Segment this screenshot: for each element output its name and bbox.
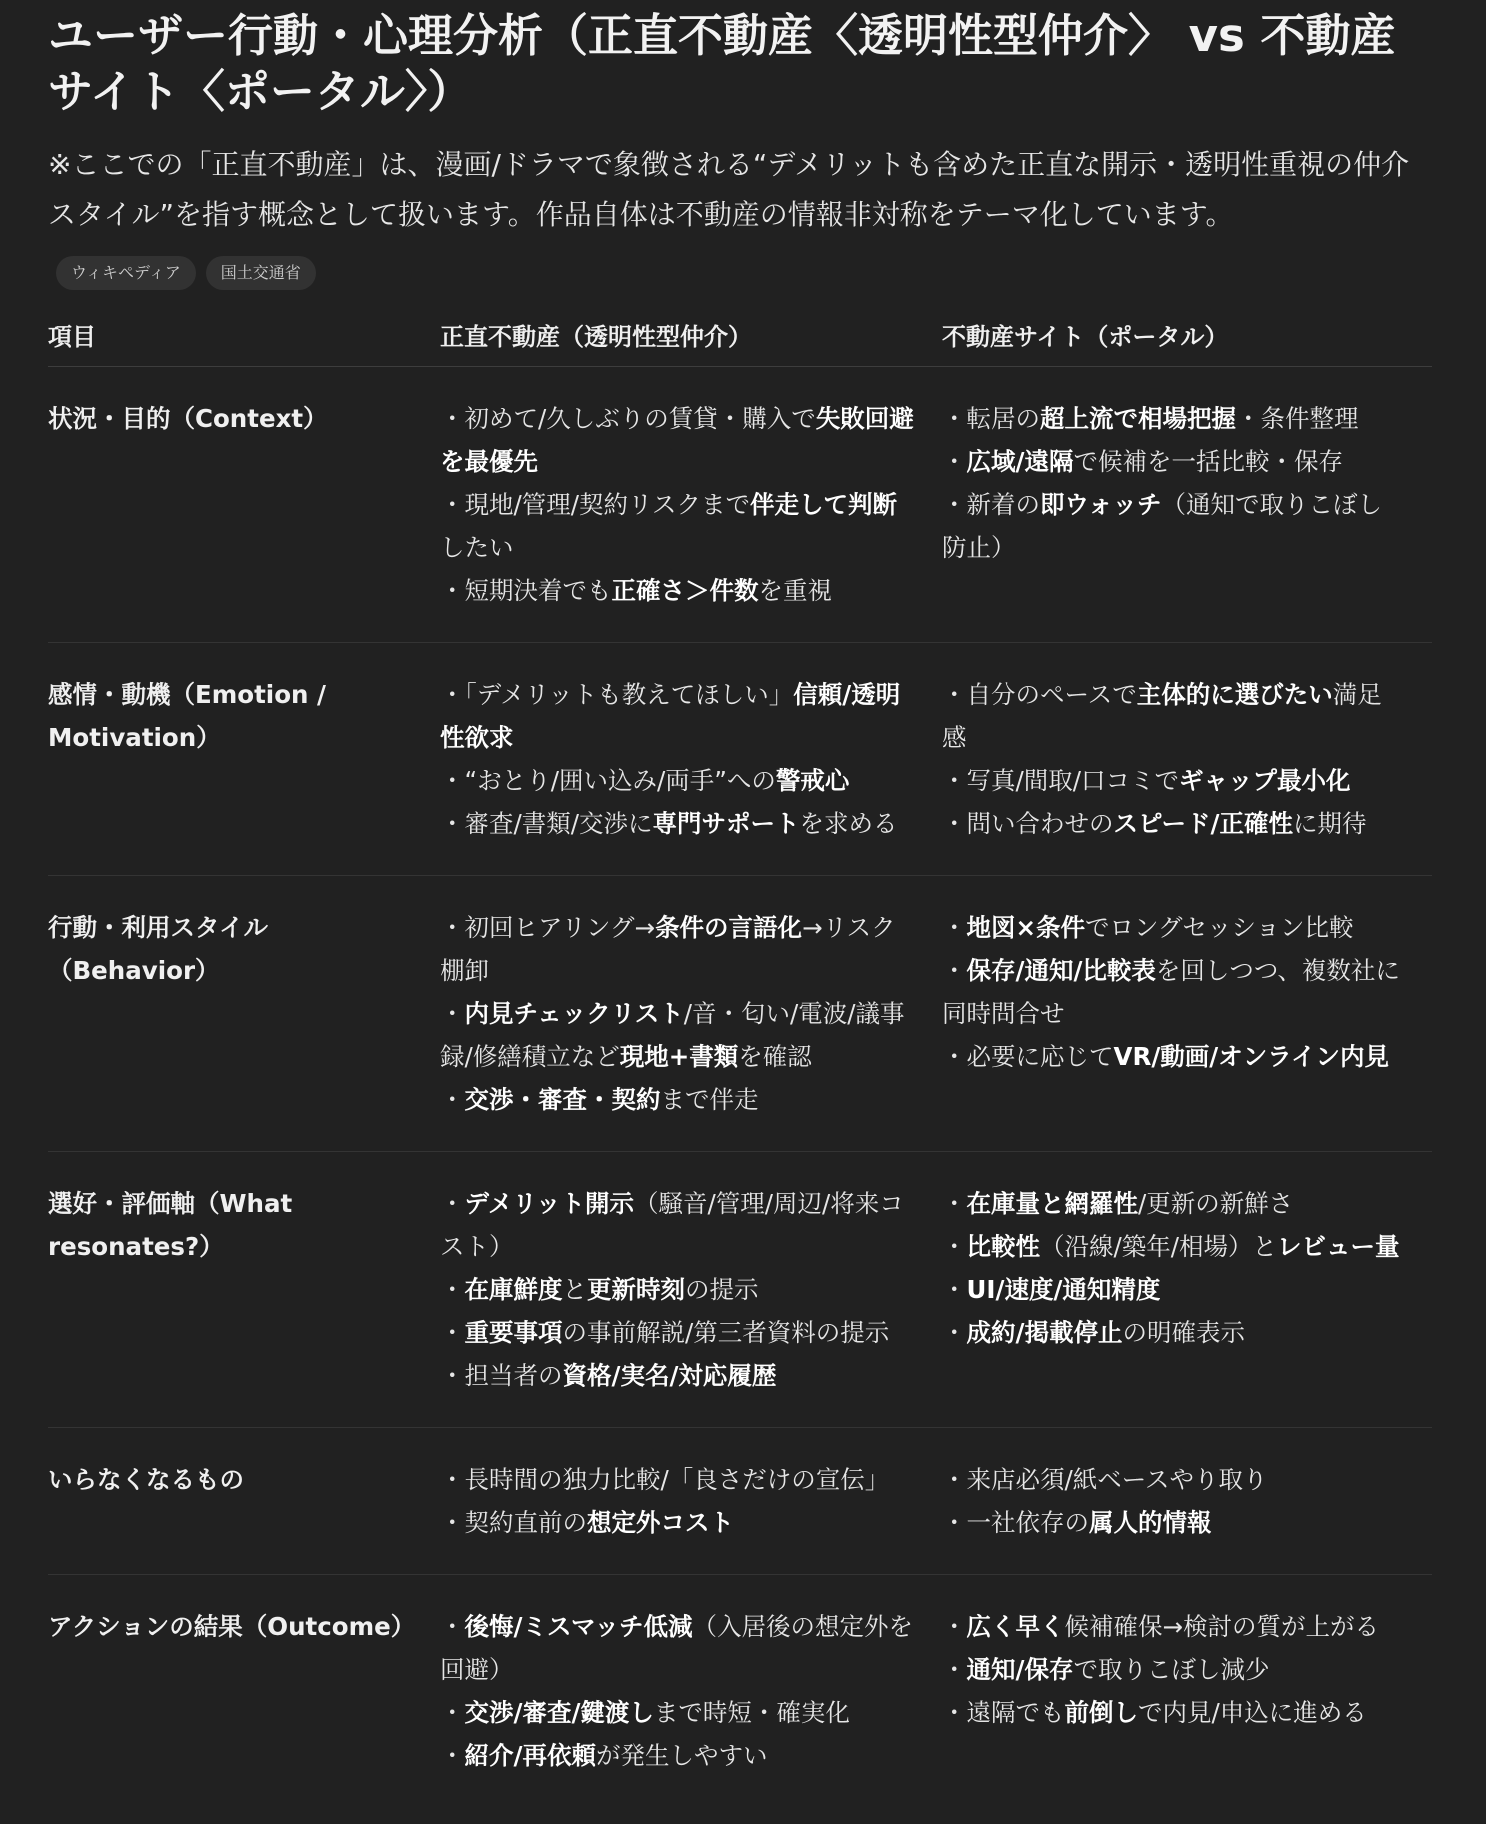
- bullet-line: [440, 1354, 916, 1397]
- cell-honest-realestate: [440, 1151, 942, 1427]
- bullet-line: [942, 1182, 1406, 1225]
- text-segment: ・来店必須/紙ベースやり取り: [942, 1464, 1268, 1494]
- bullet-line: [942, 483, 1406, 569]
- text-segment: ・現地/管理/契約リスクまで: [440, 489, 751, 519]
- text-segment: ・“おとり/囲い込み/両手”への: [440, 765, 776, 795]
- bullet-line: [942, 906, 1406, 949]
- text-segment: /音・匂い/電波/議事録/修繕積立など: [440, 998, 905, 1071]
- comparison-table: [48, 304, 1432, 1807]
- text-segment: ・: [440, 1188, 465, 1218]
- bullet-line: [942, 1605, 1406, 1648]
- source-chip-mlit[interactable]: 国土交通省: [206, 256, 316, 290]
- bullet-line: [942, 1311, 1406, 1354]
- text-segment: ・写真/間取/口コミで: [942, 765, 1180, 795]
- table-body: [48, 366, 1432, 1807]
- text-segment: ・: [942, 1231, 967, 1261]
- text-segment: →リスク棚卸: [440, 912, 896, 985]
- bullet-line: [440, 1078, 916, 1121]
- cell-honest-realestate: [440, 642, 942, 875]
- emphasis-text: 後悔/ミスマッチ低減: [464, 1611, 693, 1641]
- emphasis-text: 想定外コスト: [587, 1507, 734, 1537]
- header-item: 項目: [48, 304, 440, 366]
- emphasis-text: 伴走して判断: [750, 489, 898, 519]
- bullet-line: [942, 1501, 1406, 1544]
- bullet-line: [440, 397, 916, 483]
- text-segment: ・: [942, 955, 967, 985]
- text-segment: ・転居の: [942, 403, 1040, 433]
- cell-honest-realestate: [440, 1574, 942, 1807]
- row-item-label: 感情・動機（Emotion / Motivation）: [48, 642, 440, 875]
- bullet-line: [942, 397, 1406, 440]
- emphasis-text: 通知/保存: [966, 1654, 1074, 1684]
- row-item-label: 行動・利用スタイル（Behavior）: [48, 875, 440, 1151]
- text-segment: ・新着の: [942, 489, 1040, 519]
- cell-honest-realestate: [440, 875, 942, 1151]
- bullet-line: [440, 1182, 916, 1268]
- bullet-line: [942, 1648, 1406, 1691]
- emphasis-text: 信頼/透明性欲求: [440, 679, 901, 752]
- bullet-line: [440, 1605, 916, 1691]
- bullet-line: [942, 1268, 1406, 1311]
- text-segment: で内見/申込に進める: [1138, 1697, 1367, 1727]
- table-row: [48, 642, 1432, 875]
- text-segment: （沿線/築年/相場）と: [1040, 1231, 1278, 1261]
- bullet-line: [440, 1691, 916, 1734]
- emphasis-text: 成約/掲載停止: [966, 1317, 1123, 1347]
- text-segment: ・: [440, 1084, 465, 1114]
- content-area: [48, 0, 1432, 1807]
- table-header: [48, 304, 1432, 366]
- bullet-line: [440, 759, 916, 802]
- text-segment: ・問い合わせの: [942, 808, 1114, 838]
- emphasis-text: VR/動画/オンライン内見: [1113, 1041, 1389, 1071]
- emphasis-text: レビュー量: [1277, 1231, 1400, 1261]
- header-honest-realestate: 正直不動産（透明性型仲介）: [440, 304, 942, 366]
- emphasis-text: スピード/正確性: [1113, 808, 1293, 838]
- row-item-label: 選好・評価軸（What resonates?）: [48, 1151, 440, 1427]
- emphasis-text: 即ウォッチ: [1040, 489, 1162, 519]
- text-segment: まで時短・確実化: [653, 1697, 850, 1727]
- concept-note: ※ここでの「正直不動産」は、漫画/ドラマで象徴される“デメリットも含めた正直な開示・透明性重視の仲介スタイル”を指す概念として扱います。作品自体は不動産の情報非対称をテーマ化しています。: [48, 148, 1410, 231]
- emphasis-text: 重要事項: [464, 1317, 563, 1347]
- bullet-line: [942, 440, 1406, 483]
- text-segment: （入居後の想定外を回避）: [440, 1611, 913, 1684]
- emphasis-text: 主体的に選びたい: [1136, 679, 1333, 709]
- text-segment: ・短期決着でも: [440, 575, 612, 605]
- bullet-line: [942, 1458, 1406, 1501]
- text-segment: ・初めて/久しぶりの賃貸・購入で: [440, 403, 816, 433]
- table-row: [48, 1574, 1432, 1807]
- text-segment: ・必要に応じて: [942, 1041, 1114, 1071]
- text-segment: ・: [942, 1274, 967, 1304]
- emphasis-text: 交渉・審査・契約: [464, 1084, 661, 1114]
- text-segment: /更新の新鮮さ: [1138, 1188, 1294, 1218]
- text-segment: ・: [440, 1740, 465, 1770]
- bullet-line: [440, 992, 916, 1078]
- emphasis-text: 交渉/審査/鍵渡し: [464, 1697, 654, 1727]
- emphasis-text: 前倒し: [1064, 1697, 1138, 1727]
- emphasis-text: 保存/通知/比較表: [966, 955, 1156, 985]
- emphasis-text: 超上流で相場把握: [1040, 403, 1236, 433]
- source-chip-wikipedia[interactable]: ウィキペディア: [56, 256, 196, 290]
- bullet-line: [942, 759, 1406, 802]
- bullet-line: [440, 569, 916, 612]
- cell-portal-site: [942, 1574, 1432, 1807]
- bullet-line: [440, 1458, 916, 1501]
- emphasis-text: 正確さ＞件数: [611, 575, 759, 605]
- text-segment: ・: [440, 1611, 465, 1641]
- emphasis-text: 属人的情報: [1089, 1507, 1212, 1537]
- cell-honest-realestate: [440, 366, 942, 642]
- bullet-line: [440, 673, 916, 759]
- text-segment: ・: [942, 1188, 967, 1218]
- emphasis-text: 在庫量と網羅性: [966, 1188, 1138, 1218]
- bullet-line: [942, 1225, 1406, 1268]
- cell-portal-site: [942, 1151, 1432, 1427]
- text-segment: ・一社依存の: [942, 1507, 1089, 1537]
- emphasis-text: 紹介/再依頼: [464, 1740, 596, 1770]
- text-segment: ・担当者の: [440, 1360, 563, 1390]
- text-segment: まで伴走: [660, 1084, 759, 1114]
- text-segment: ・: [942, 1611, 967, 1641]
- text-segment: を確認: [738, 1041, 812, 1071]
- bullet-line: [942, 949, 1406, 1035]
- bullet-line: [440, 802, 916, 845]
- emphasis-text: 地図×条件: [966, 912, 1086, 942]
- text-segment: 候補確保→検討の質が上がる: [1064, 1611, 1380, 1641]
- text-segment: でロングセッション比較: [1085, 912, 1354, 942]
- text-segment: ・: [440, 998, 465, 1028]
- row-item-label: 状況・目的（Context）: [48, 366, 440, 642]
- emphasis-text: 警戒心: [775, 765, 850, 795]
- text-segment: ・条件整理: [1236, 403, 1359, 433]
- text-segment: の提示: [685, 1274, 759, 1304]
- emphasis-text: 比較性: [966, 1231, 1040, 1261]
- cell-portal-site: [942, 1427, 1432, 1574]
- bullet-line: [942, 1035, 1406, 1078]
- bullet-line: [942, 1691, 1406, 1734]
- table-row: [48, 875, 1432, 1151]
- emphasis-text: 条件の言語化: [655, 912, 803, 942]
- emphasis-text: 内見チェックリスト: [464, 998, 684, 1028]
- text-segment: ・長時間の独力比較/「良さだけの宣伝」: [440, 1464, 890, 1494]
- text-segment: ・契約直前の: [440, 1507, 587, 1537]
- text-segment: で候補を一括比較・保存: [1073, 446, 1343, 476]
- text-segment: （騒音/管理/周辺/将来コスト）: [440, 1188, 904, 1261]
- emphasis-text: デメリット開示: [464, 1188, 635, 1218]
- text-segment: ・: [440, 1274, 465, 1304]
- bullet-line: [440, 906, 916, 992]
- text-segment: で取りこぼし減少: [1073, 1654, 1270, 1684]
- text-segment: ・初回ヒアリング→: [440, 912, 656, 942]
- text-segment: 満足感: [942, 679, 1382, 752]
- text-segment: ・: [440, 1697, 465, 1727]
- bullet-line: [440, 1501, 916, 1544]
- text-segment: が発生しやすい: [595, 1740, 768, 1770]
- text-segment: （通知で取りこぼし防止）: [942, 489, 1383, 562]
- source-chips: [48, 256, 1432, 290]
- text-segment: ・遠隔でも: [942, 1697, 1065, 1727]
- row-item-label: アクションの結果（Outcome）: [48, 1611, 416, 1641]
- text-segment: ・審査/書類/交渉に: [440, 808, 653, 838]
- emphasis-text: 更新時刻: [587, 1274, 685, 1304]
- cell-portal-site: [942, 642, 1432, 875]
- emphasis-text: UI/速度/通知精度: [966, 1274, 1161, 1304]
- bullet-line: [440, 1734, 916, 1777]
- text-segment: を重視: [758, 575, 832, 605]
- text-segment: ・: [942, 912, 967, 942]
- header-portal-site: 不動産サイト（ポータル）: [942, 304, 1432, 366]
- emphasis-text: ギャップ最小化: [1179, 765, 1351, 795]
- cell-portal-site: [942, 875, 1432, 1151]
- text-segment: ・: [440, 1317, 465, 1347]
- emphasis-text: 資格/実名/対応履歴: [562, 1360, 777, 1390]
- text-segment: に期待: [1292, 808, 1367, 838]
- table-row: [48, 1151, 1432, 1427]
- emphasis-text: 広く早く: [966, 1611, 1065, 1641]
- page-title: ユーザー行動・心理分析（正直不動産〈透明性型仲介〉 vs 不動産サイト〈ポータル〉）: [48, 9, 1396, 118]
- emphasis-text: 失敗回避を最優先: [440, 403, 914, 476]
- cell-portal-site: [942, 366, 1432, 642]
- text-segment: ・: [942, 446, 967, 476]
- text-segment: を求める: [799, 808, 898, 838]
- bullet-line: [440, 1311, 916, 1354]
- emphasis-text: 広域/遠隔: [966, 446, 1074, 476]
- text-segment: の事前解説/第三者資料の提示: [562, 1317, 890, 1347]
- text-segment: ・: [942, 1317, 967, 1347]
- bullet-line: [440, 1268, 916, 1311]
- table-row: [48, 366, 1432, 642]
- row-item-label: いらなくなるもの: [48, 1427, 440, 1574]
- emphasis-text: 在庫鮮度: [464, 1274, 563, 1304]
- text-segment: を回しつつ、複数社に同時問合せ: [942, 955, 1400, 1028]
- text-segment: の明確表示: [1122, 1317, 1245, 1347]
- emphasis-text: 現地+書類: [619, 1041, 739, 1071]
- text-segment: ・: [942, 1654, 967, 1684]
- table-header-row: [48, 304, 1432, 366]
- text-segment: したい: [440, 532, 514, 562]
- text-segment: と: [562, 1274, 587, 1304]
- bullet-line: [942, 802, 1406, 845]
- text-segment: ・「デメリットも教えてほしい」: [440, 679, 794, 709]
- cell-honest-realestate: [440, 1427, 942, 1574]
- emphasis-text: 専門サポート: [652, 808, 800, 838]
- bullet-line: [440, 483, 916, 569]
- bullet-line: [942, 673, 1406, 759]
- table-row: [48, 1427, 1432, 1574]
- text-segment: ・自分のペースで: [942, 679, 1137, 709]
